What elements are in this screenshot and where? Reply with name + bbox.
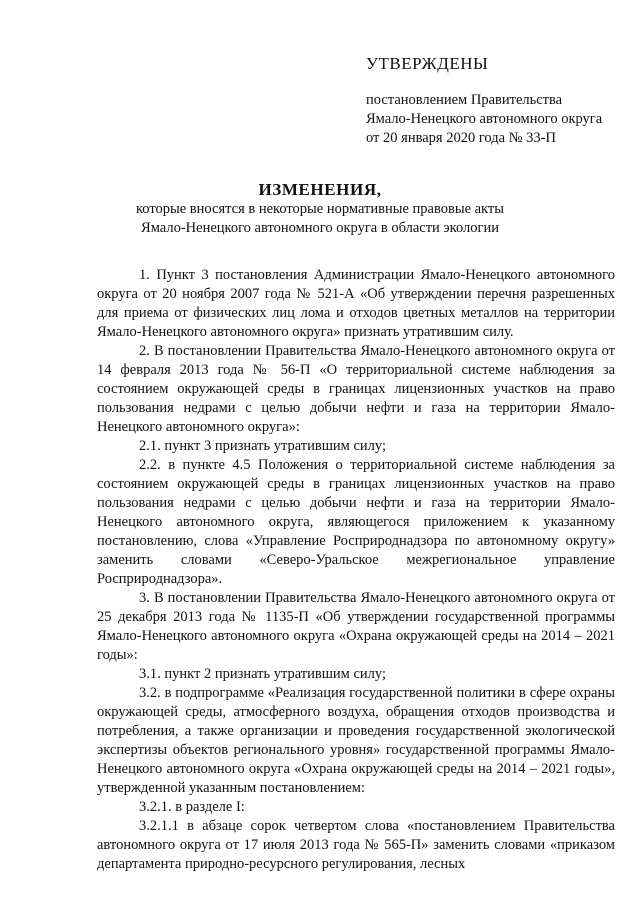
- approval-stamp: [366, 0, 616, 148]
- paragraph: 2.1. пункт 3 признать утратившим силу;: [139, 438, 386, 454]
- paragraph: 2. В постановлении Правительства Ямало-Ненецкого автономного округа от 14 февраля 2013 года № 56-П «О территориальной системе наблюдения за состоянием окружающей среды в границах лицензионных участков на право пользования недрами с целью добычи нефти и газа на территории Ямало-Ненецкого автономного округа»:: [97, 343, 615, 435]
- paragraph: 3.2.1.1 в абзаце сорок четвертом слова «постановлением Правительства автономного округа от 17 июля 2013 года № 565-П» заменить словами «приказом департамента природно-ресурсного регулирования, лесных: [97, 818, 615, 872]
- approval-line: от 20 января 2020 года № 33-П: [366, 130, 556, 146]
- approval-lines: [366, 91, 616, 148]
- paragraph: 3.2. в подпрограмме «Реализация государственной политики в сфере охраны окружающей среды, атмосферного воздуха, обращения отходов производства и потребления, а также организации и проведения государственной экологической экспертизы объектов регионального уровня» государственной программы Ямало-Ненецкого автономного округа «Охрана окружающей среды на 2014 – 2021 годы», утвержденной указанным постановлением:: [97, 685, 615, 796]
- paragraph: 1. Пункт 3 постановления Администрации Ямало-Ненецкого автономного округа от 20 ноября 2007 года № 521-А «Об утверждении перечня разрешенных для приема от физических лиц лома и отходов цветных металлов на территории Ямало-Ненецкого автономного округа» признать утратившим силу.: [97, 267, 615, 340]
- approval-line: Ямало-Ненецкого автономного округа: [366, 111, 603, 127]
- title-main: ИЗМЕНЕНИЯ,: [258, 180, 382, 199]
- approval-line: постановлением Правительства: [366, 92, 563, 108]
- document-body: [97, 266, 615, 874]
- paragraph: 3. В постановлении Правительства Ямало-Ненецкого автономного округа от 25 декабря 2013 года № 1135-П «Об утверждении государственной программы Ямало-Ненецкого автономного округа «Охрана окружающей среды на 2014 – 2021 годы»:: [97, 590, 615, 663]
- title-subline: Ямало-Ненецкого автономного округа в области экологии: [141, 220, 499, 236]
- document-title: [0, 180, 640, 238]
- title-subline: которые вносятся в некоторые нормативные правовые акты: [135, 201, 504, 217]
- paragraph: 3.1. пункт 2 признать утратившим силу;: [139, 666, 386, 682]
- paragraph: 2.2. в пункте 4.5 Положения о территориальной системе наблюдения за состоянием окружающей среды в границах лицензионных участков на право пользования недрами с целью добычи нефти и газа на территории Ямало-Ненецкого автономного округа, являющегося приложением к указанному постановлению, слова «Управление Росприроднадзора по автономному округу» заменить словами «Северо-Уральское межрегиональное управление Росприроднадзора».: [97, 457, 615, 587]
- approval-heading: УТВЕРЖДЕНЫ: [366, 54, 489, 73]
- paragraph: 3.2.1. в разделе I:: [139, 799, 245, 815]
